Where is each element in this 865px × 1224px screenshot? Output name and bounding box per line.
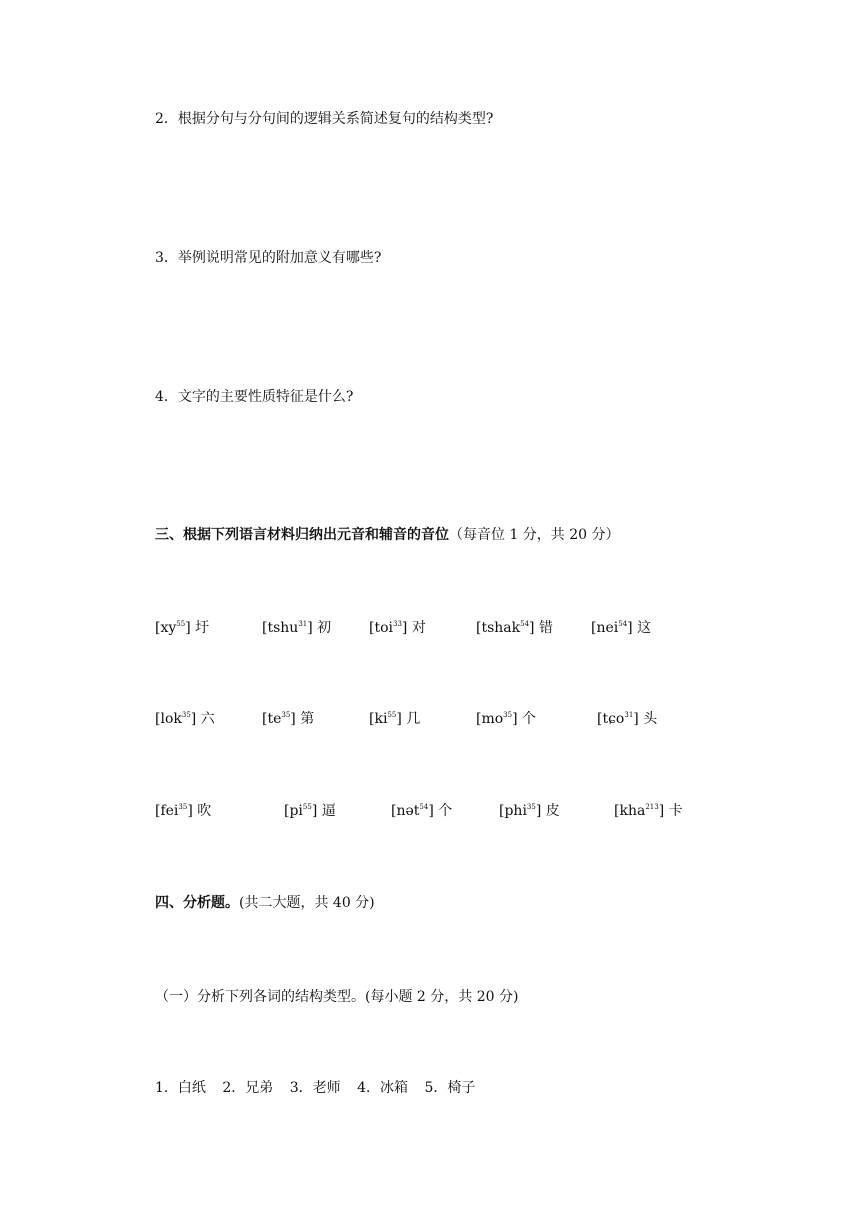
- gloss-character: 对: [411, 620, 426, 636]
- ipa-close-bracket: ]: [396, 711, 407, 727]
- ipa-close-bracket: ]: [633, 711, 644, 727]
- tone-number: 35: [178, 803, 188, 811]
- ipa-close-bracket: ]: [428, 803, 439, 819]
- phonetic-item: [597, 708, 657, 728]
- ipa-transcription: [nei: [591, 620, 619, 636]
- phonetic-item: [591, 617, 651, 637]
- tone-number: 31: [624, 711, 634, 719]
- ipa-close-bracket: ]: [401, 620, 412, 636]
- phonetic-item: [614, 800, 683, 820]
- ipa-transcription: [tɕo: [597, 711, 625, 727]
- ipa-close-bracket: ]: [512, 711, 523, 727]
- tone-number: 55: [176, 620, 186, 628]
- ipa-transcription: [nət: [391, 803, 420, 819]
- section-4-note: (共二大题，共 40 分): [239, 895, 375, 911]
- ipa-transcription: [phi: [499, 803, 527, 819]
- question-2: 2．根据分句与分句间的逻辑关系简述复句的结构类型?: [155, 111, 494, 127]
- phonetic-item: [476, 617, 553, 637]
- phonetic-item: [499, 800, 560, 820]
- tone-number: 54: [419, 803, 429, 811]
- gloss-character: 初: [317, 620, 332, 636]
- ipa-transcription: [toi: [369, 620, 393, 636]
- ipa-transcription: [tshu: [262, 620, 299, 636]
- gloss-character: 错: [538, 620, 553, 636]
- ipa-transcription: [mo: [476, 711, 504, 727]
- phonetic-item: [155, 708, 215, 728]
- gloss-character: 个: [522, 711, 537, 727]
- section-3-title: 三、根据下列语言材料归纳出元音和辅音的音位: [155, 527, 449, 543]
- tone-number: 54: [618, 620, 628, 628]
- ipa-close-bracket: ]: [190, 711, 201, 727]
- ipa-transcription: [tshak: [476, 620, 521, 636]
- ipa-close-bracket: ]: [529, 620, 539, 636]
- word-item: 1．白纸: [155, 1080, 206, 1096]
- ipa-transcription: [ki: [369, 711, 388, 727]
- word-item: 4．冰箱: [357, 1080, 409, 1096]
- gloss-character: 圩: [195, 620, 210, 636]
- word-item: 5．椅子: [424, 1080, 476, 1096]
- gloss-character: 吹: [197, 803, 212, 819]
- section-3-note: （每音位 1 分，共 20 分）: [449, 527, 620, 543]
- ipa-close-bracket: ]: [290, 711, 301, 727]
- tone-number: 213: [645, 803, 659, 811]
- tone-number: 55: [302, 803, 312, 811]
- word-item: 3．老师: [289, 1080, 341, 1096]
- subsection-1-heading: （一）分析下列各词的结构类型。(每小题 2 分，共 20 分): [155, 989, 519, 1005]
- phonetic-item: [284, 800, 336, 820]
- ipa-close-bracket: ]: [658, 803, 669, 819]
- word-item: 2．兄弟: [222, 1080, 274, 1096]
- phonetic-item: [391, 800, 452, 820]
- tone-number: 31: [298, 620, 308, 628]
- phonetic-item: [262, 708, 314, 728]
- ipa-close-bracket: ]: [307, 620, 318, 636]
- gloss-character: 个: [438, 803, 453, 819]
- section-4-heading: [155, 892, 375, 912]
- tone-number: 35: [281, 711, 291, 719]
- gloss-character: 皮: [545, 803, 560, 819]
- phonetic-item: [369, 617, 426, 637]
- tone-number: 54: [520, 620, 530, 628]
- ipa-close-bracket: ]: [311, 803, 322, 819]
- section-4-title: 四、分析题。: [155, 895, 239, 911]
- gloss-character: 逼: [321, 803, 336, 819]
- tone-number: 33: [393, 620, 402, 628]
- ipa-close-bracket: ]: [535, 803, 546, 819]
- section-3-heading: [155, 524, 620, 544]
- gloss-character: 这: [637, 620, 652, 636]
- word-list: [155, 1077, 475, 1097]
- tone-number: 55: [387, 711, 397, 719]
- ipa-transcription: [xy: [155, 620, 177, 636]
- gloss-character: 六: [200, 711, 215, 727]
- tone-number: 35: [526, 803, 536, 811]
- tone-number: 35: [181, 711, 191, 719]
- gloss-character: 几: [406, 711, 421, 727]
- phonetic-item: [369, 708, 420, 728]
- phonetic-item: [476, 708, 536, 728]
- question-3: 3．举例说明常见的附加意义有哪些?: [155, 250, 382, 266]
- question-4: 4．文字的主要性质特征是什么?: [155, 389, 354, 405]
- phonetic-item: [155, 617, 209, 637]
- ipa-transcription: [pi: [284, 803, 303, 819]
- ipa-close-bracket: ]: [185, 620, 196, 636]
- gloss-character: 卡: [668, 803, 683, 819]
- phonetic-item: [155, 800, 211, 820]
- ipa-transcription: [fei: [155, 803, 179, 819]
- ipa-transcription: [te: [262, 711, 282, 727]
- tone-number: 35: [503, 711, 513, 719]
- gloss-character: 第: [300, 711, 315, 727]
- ipa-close-bracket: ]: [627, 620, 638, 636]
- ipa-transcription: [kha: [614, 803, 646, 819]
- ipa-close-bracket: ]: [187, 803, 198, 819]
- phonetic-item: [262, 617, 331, 637]
- ipa-transcription: [lok: [155, 711, 182, 727]
- gloss-character: 头: [643, 711, 658, 727]
